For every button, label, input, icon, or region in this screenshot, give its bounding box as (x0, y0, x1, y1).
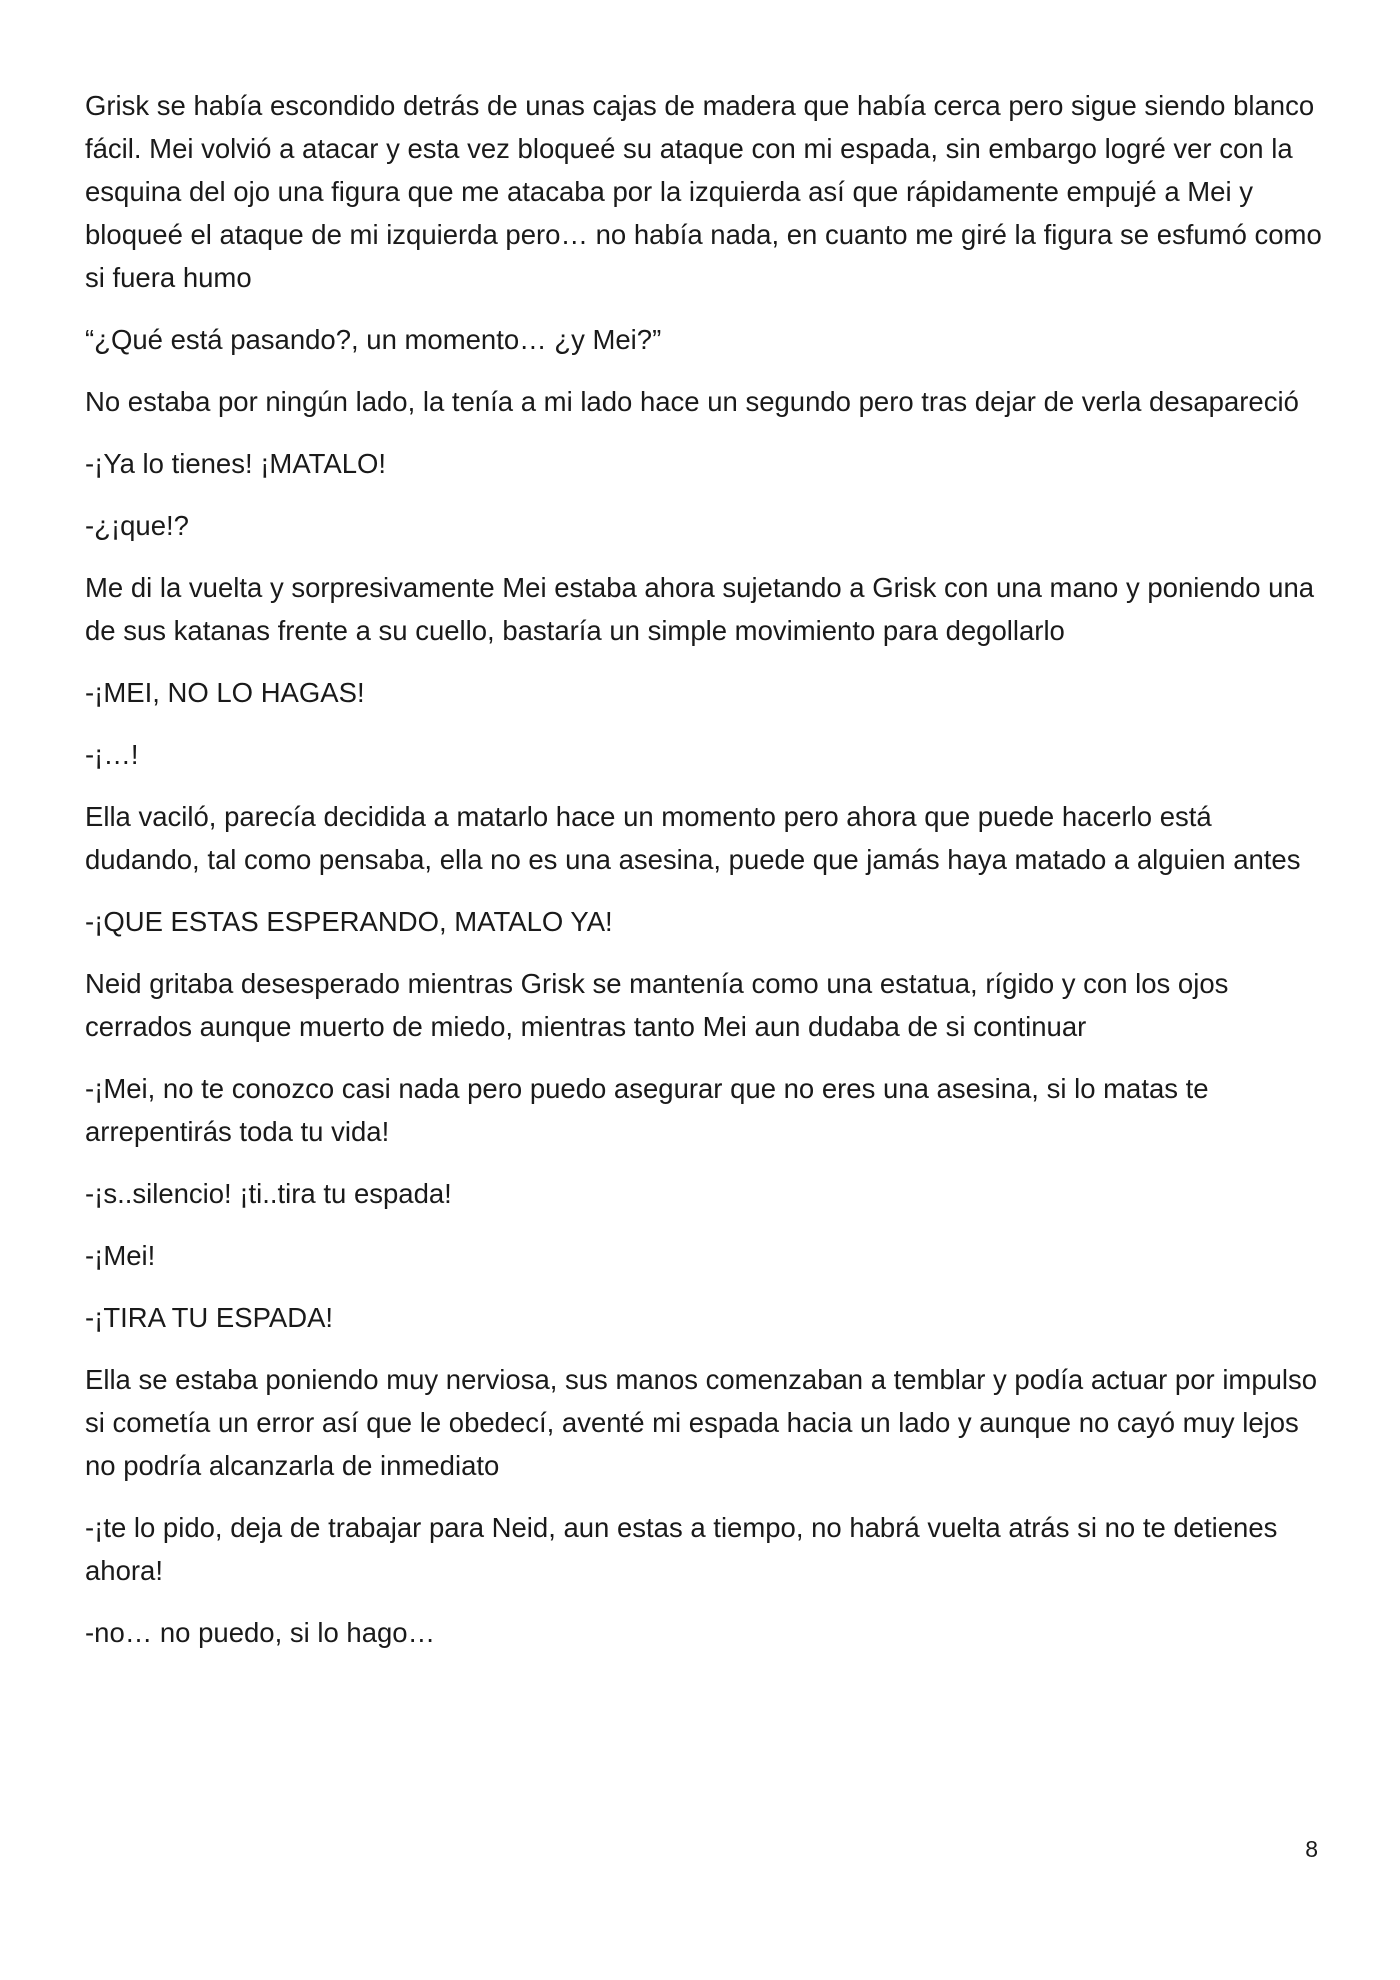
page-number: 8 (1305, 1836, 1318, 1862)
paragraph: -¡TIRA TU ESPADA! (85, 1302, 334, 1333)
paragraph: -no… no puedo, si lo hago… (85, 1617, 436, 1648)
paragraph: No estaba por ningún lado, la tenía a mi lado hace un segundo pero tras dejar de verla desapareció (85, 386, 1299, 417)
paragraph: Grisk se había escondido detrás de unas cajas de madera que había cerca pero sigue siendo blanco fácil. Mei volvió a atacar y esta vez bloqueé su ataque con mi espada, sin embargo logré ver con la esquina del ojo una figura que me atacaba por la izquierda así que rápidamente empujé a Mei y bloqueé el ataque de mi izquierda pero… no había nada, en cuanto me giré la figura se esfumó como si fuera humo (85, 90, 1322, 293)
paragraph: -¡Ya lo tienes! ¡MATALO! (85, 448, 387, 479)
paragraph: -¡s..silencio! ¡ti..tira tu espada! (85, 1178, 452, 1209)
paragraph: -¡Mei! (85, 1240, 156, 1271)
paragraph: -¡QUE ESTAS ESPERANDO, MATALO YA! (85, 906, 613, 937)
paragraph: -¡te lo pido, deja de trabajar para Neid, aun estas a tiempo, no habrá vuelta atrás si no te detienes ahora! (85, 1512, 1278, 1586)
paragraph: -¡Mei, no te conozco casi nada pero puedo asegurar que no eres una asesina, si lo matas te arrepentirás toda tu vida! (85, 1073, 1209, 1147)
paragraph: “¿Qué está pasando?, un momento… ¿y Mei?” (85, 324, 662, 355)
paragraph: -¡…! (85, 739, 139, 770)
paragraph: Neid gritaba desesperado mientras Grisk se mantenía como una estatua, rígido y con los ojos cerrados aunque muerto de miedo, mientras tanto Mei aun dudaba de si continuar (85, 968, 1229, 1042)
paragraph: Ella se estaba poniendo muy nerviosa, sus manos comenzaban a temblar y podía actuar por impulso si cometía un error así que le obedecí, aventé mi espada hacia un lado y aunque no cayó muy lejos no podría alcanzarla de inmediato (85, 1364, 1318, 1481)
paragraph: -¡MEI, NO LO HAGAS! (85, 677, 365, 708)
paragraph: Ella vaciló, parecía decidida a matarlo hace un momento pero ahora que puede hacerlo está dudando, tal como pensaba, ella no es una asesina, puede que jamás haya matado a alguien antes (85, 801, 1301, 875)
document-body (85, 84, 1325, 1673)
paragraph: -¿¡que!? (85, 510, 189, 541)
paragraph: Me di la vuelta y sorpresivamente Mei estaba ahora sujetando a Grisk con una mano y poniendo una de sus katanas frente a su cuello, bastaría un simple movimiento para degollarlo (85, 572, 1315, 646)
